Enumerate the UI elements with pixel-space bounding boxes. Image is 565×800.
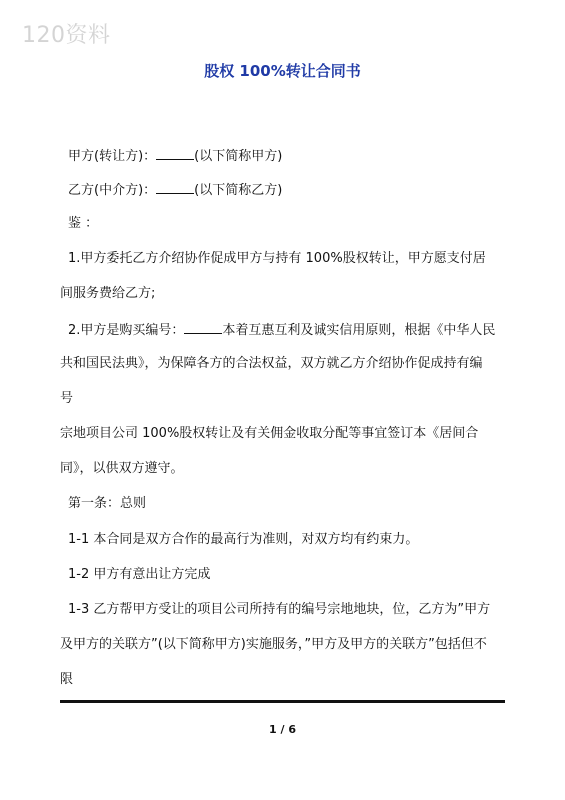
clause2-line1-start: 2.甲方是购买编号： bbox=[68, 323, 185, 338]
party-b-line bbox=[68, 181, 282, 199]
party-a-label: 甲方(转让方)： bbox=[68, 149, 157, 164]
recitals-heading: 鉴 ： bbox=[68, 216, 99, 231]
item-1-3-line3: 限 bbox=[60, 672, 74, 687]
footer-rule bbox=[60, 700, 505, 703]
document-title: 股权 100%转让合同书 bbox=[204, 62, 361, 80]
article1-heading: 第一条：总则 bbox=[68, 496, 147, 511]
clause2-line2: 共和国民法典》，为保障各方的合法权益，双方就乙方介绍协作促成持有编 bbox=[60, 356, 483, 371]
clause2-line5: 同》，以供双方遵守。 bbox=[60, 461, 184, 476]
page-number: 1 / 6 bbox=[269, 723, 296, 736]
clause2-line1-end: 本着互惠互利及诚实信用原则，根据《中华人民 bbox=[222, 323, 496, 338]
party-a-suffix: (以下简称甲方) bbox=[194, 149, 283, 164]
party-a-line bbox=[68, 147, 282, 165]
clause2-line1 bbox=[68, 321, 495, 339]
clause2-line3: 号 bbox=[60, 391, 74, 406]
clause1-line1: 1.甲方委托乙方介绍协作促成甲方与持有 100%股权转让，甲方愿支付居 bbox=[68, 251, 486, 266]
item-1-1: 1-1 本合同是双方合作的最高行为准则，对双方均有约束力。 bbox=[68, 532, 419, 547]
clause2-blank bbox=[184, 321, 222, 334]
clause1-line2: 间服务费给乙方; bbox=[60, 286, 156, 301]
item-1-2: 1-2 甲方有意出让方完成 bbox=[68, 567, 211, 582]
item-1-3-line1: 1-3 乙方帮甲方受让的项目公司所持有的编号宗地地块，位，乙方为”甲方 bbox=[68, 602, 491, 617]
party-b-blank bbox=[156, 181, 194, 194]
party-b-label: 乙方(中介方)： bbox=[68, 183, 157, 198]
party-a-blank bbox=[156, 147, 194, 160]
party-b-suffix: (以下简称乙方) bbox=[194, 183, 283, 198]
item-1-3-line2: 及甲方的关联方”(以下简称甲方)实施服务，”甲方及甲方的关联方”包括但不 bbox=[60, 637, 487, 652]
watermark: 120资料 bbox=[22, 23, 111, 48]
clause2-line4: 宗地项目公司 100%股权转让及有关佣金收取分配等事宜签订本《居间合 bbox=[60, 426, 479, 441]
